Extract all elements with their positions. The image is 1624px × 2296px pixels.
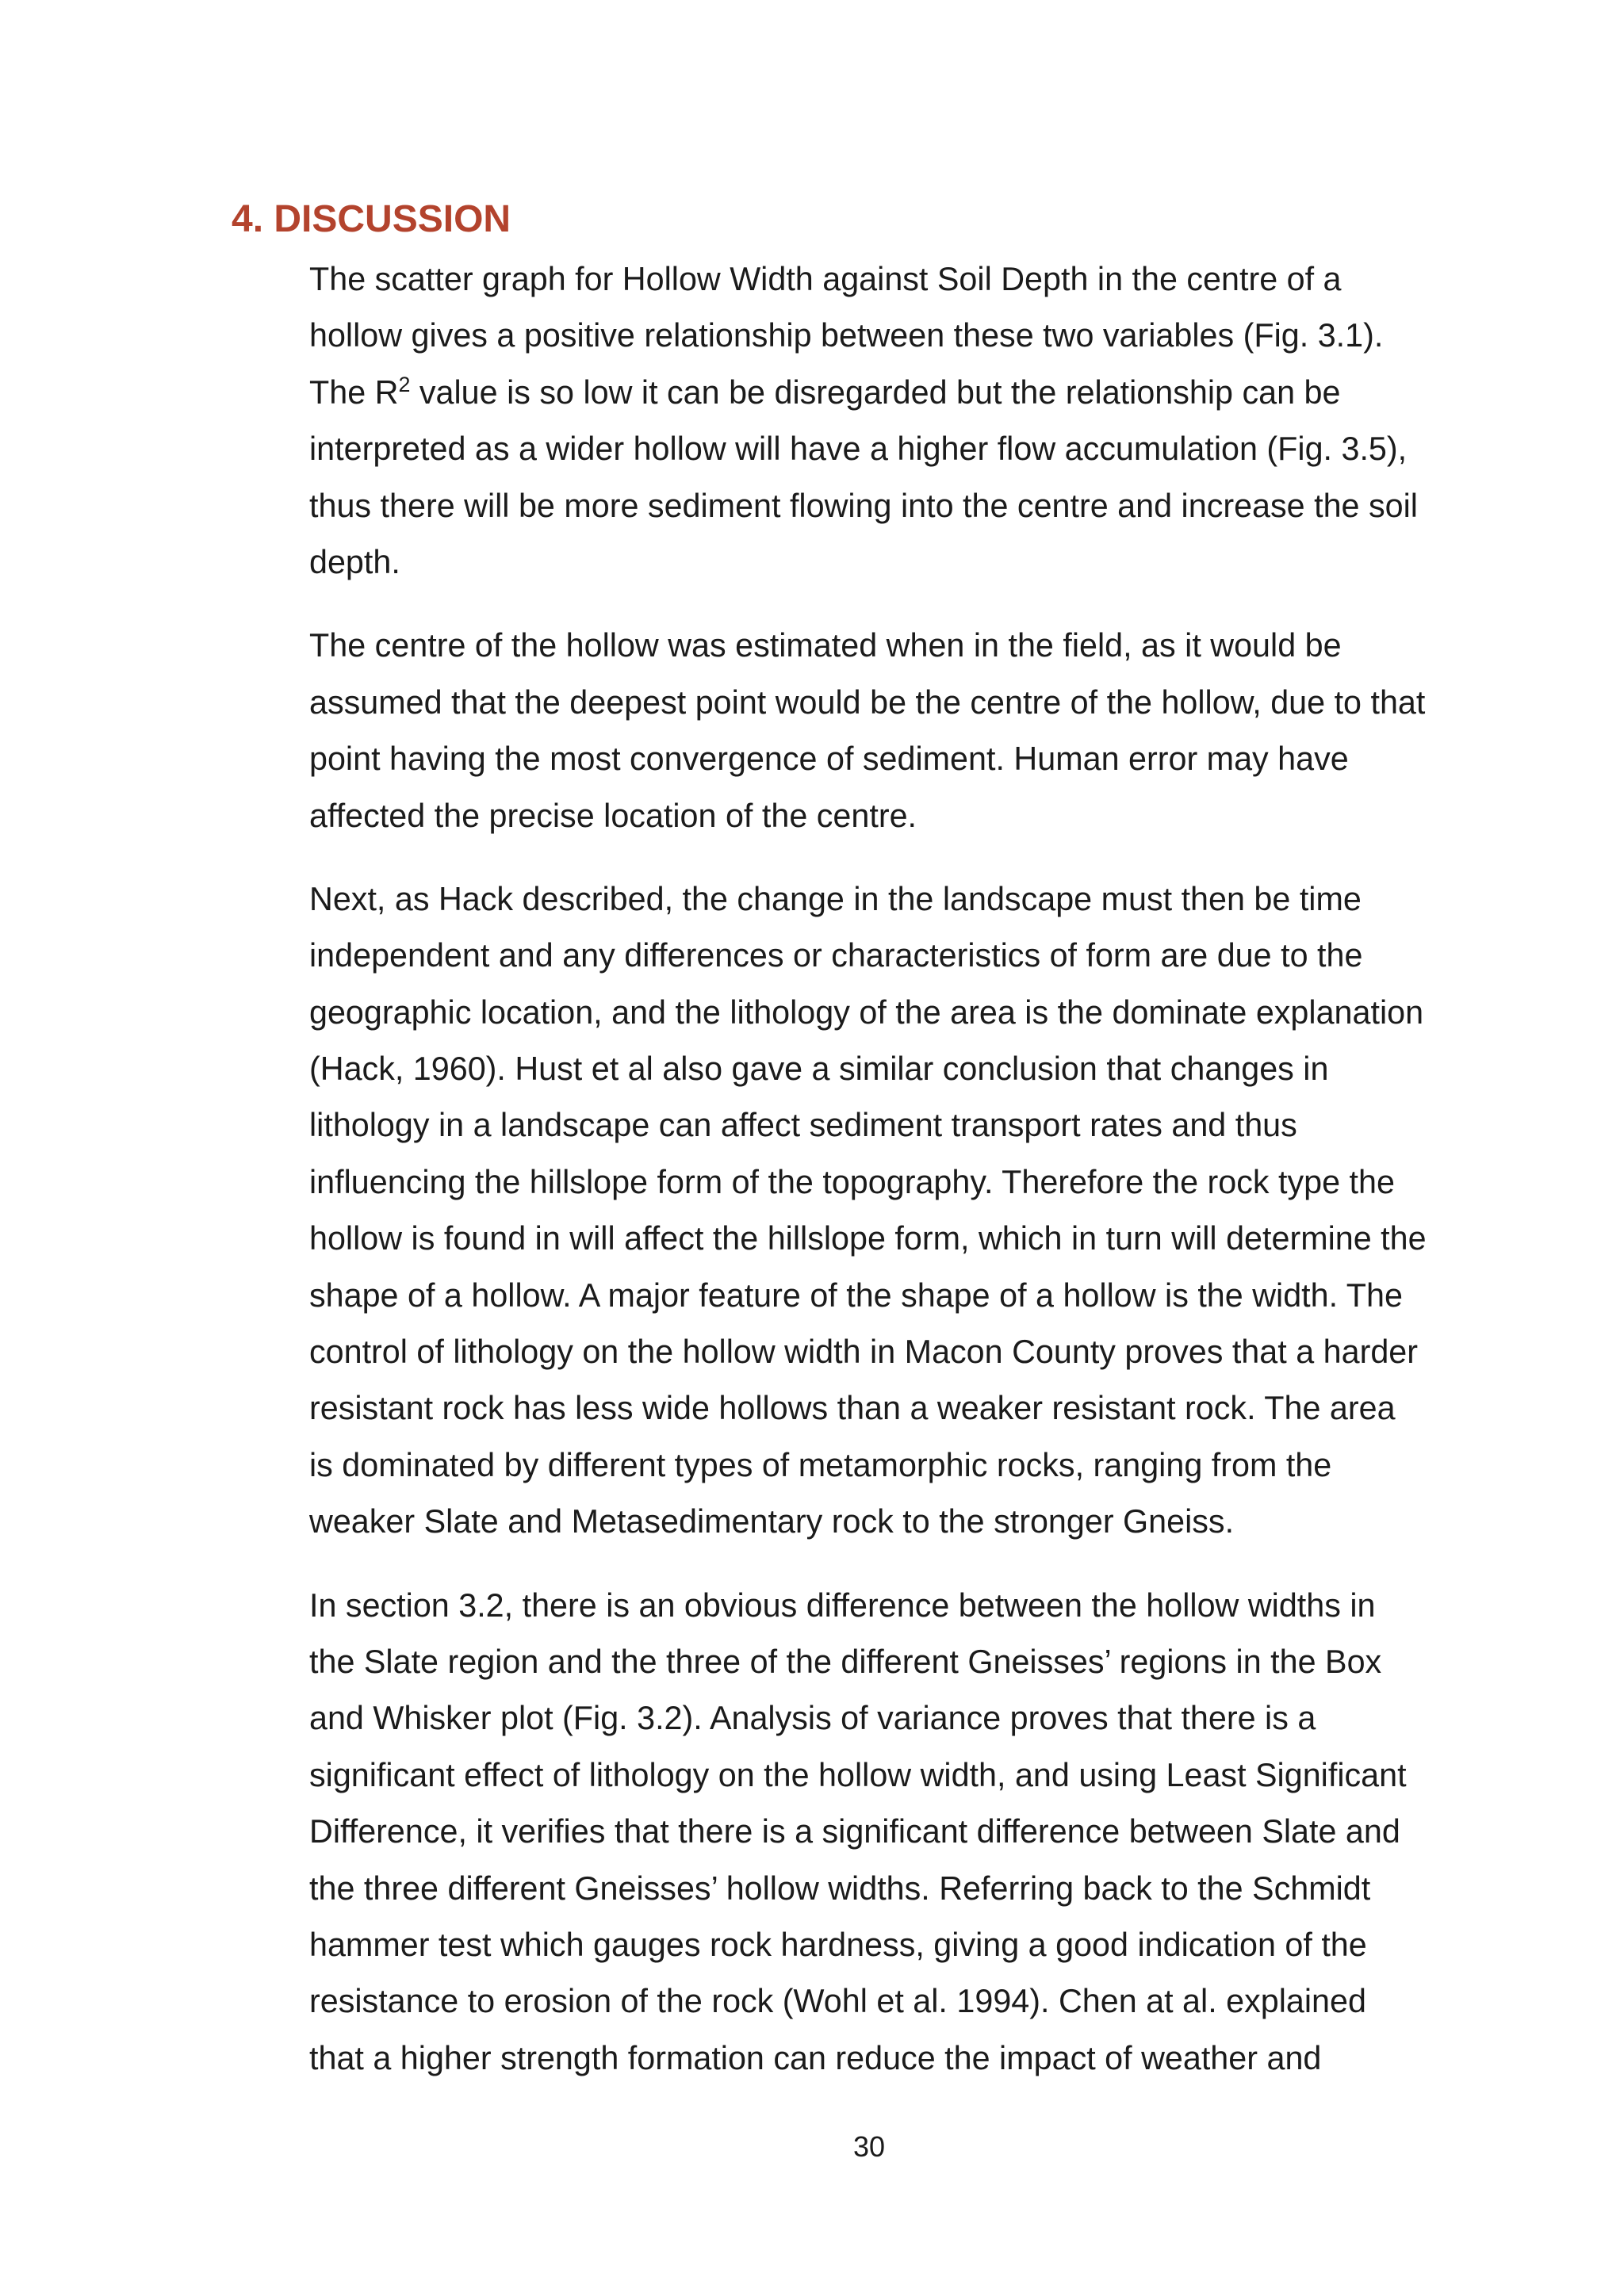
- text-line: independent and any differences or characteristics of form are due to the: [309, 937, 1363, 974]
- text-line: weaker Slate and Metasedimentary rock to the stronger Gneiss.: [309, 1503, 1235, 1540]
- paragraph: [309, 871, 1546, 1551]
- text-line: (Hack, 1960). Hust et al also gave a similar conclusion that changes in: [309, 1050, 1329, 1088]
- text-line: Next, as Hack described, the change in the landscape must then be time: [309, 880, 1362, 917]
- page-number: 30: [852, 2130, 886, 2163]
- text-line: hollow gives a positive relationship between these two variables (Fig. 3.1).: [309, 317, 1384, 354]
- text-line: point having the most convergence of sediment. Human error may have: [309, 740, 1349, 778]
- text-line: The centre of the hollow was estimated when in the field, as it would be: [309, 627, 1342, 664]
- text-line: hollow is found in will affect the hillslope form, which in turn will determine the: [309, 1220, 1427, 1257]
- paragraph: [309, 1578, 1546, 2087]
- text-line: hammer test which gauges rock hardness, giving a good indication of the: [309, 1926, 1367, 1963]
- text-line: and Whisker plot (Fig. 3.2). Analysis of variance proves that there is a: [309, 1700, 1316, 1737]
- superscript: 2: [398, 373, 411, 397]
- text-segment: The R: [309, 373, 399, 411]
- text-line: The scatter graph for Hollow Width against Soil Depth in the centre of a: [309, 261, 1342, 297]
- text-line: [309, 365, 1546, 421]
- text-line: depth.: [309, 543, 400, 580]
- text-line: geographic location, and the lithology of the area is the dominate explanation: [309, 993, 1424, 1031]
- text-line: that a higher strength formation can reduce the impact of weather and: [309, 2039, 1322, 2076]
- text-line: thus there will be more sediment flowing into the centre and increase the soil: [309, 487, 1418, 524]
- text-line: significant effect of lithology on the hollow width, and using Least Significant: [309, 1756, 1407, 1793]
- text-line: interpreted as a wider hollow will have a higher flow accumulation (Fig. 3.5),: [309, 430, 1408, 468]
- paragraph: [309, 251, 1546, 591]
- text-line: affected the precise location of the centre.: [309, 797, 917, 834]
- text-line: Difference, it verifies that there is a significant difference between Slate and: [309, 1813, 1400, 1850]
- section-heading: 4. DISCUSSION: [232, 198, 511, 240]
- text-line: resistant rock has less wide hollows than a weaker resistant rock. The area: [309, 1390, 1396, 1427]
- text-line: assumed that the deepest point would be the centre of the hollow, due to that: [309, 683, 1426, 721]
- text-line: is dominated by different types of metamorphic rocks, ranging from the: [309, 1446, 1332, 1483]
- text-line: resistance to erosion of the rock (Wohl et al. 1994). Chen at al. explained: [309, 1983, 1366, 2020]
- text-line: control of lithology on the hollow width in Macon County proves that a harder: [309, 1334, 1419, 1371]
- body-text: [309, 251, 1546, 2114]
- text-line: In section 3.2, there is an obvious difference between the hollow widths in: [309, 1586, 1376, 1624]
- text-line: influencing the hillslope form of the topography. Therefore the rock type the: [309, 1163, 1395, 1200]
- text-line: the three different Gneisses’ hollow widths. Referring back to the Schmidt: [309, 1869, 1371, 1907]
- text-segment: value is so low it can be disregarded but the relationship can be: [410, 373, 1341, 411]
- text-line: lithology in a landscape can affect sediment transport rates and thus: [309, 1107, 1297, 1144]
- text-line: the Slate region and the three of the different Gneisses’ regions in the Box: [309, 1643, 1382, 1680]
- paragraph: [309, 618, 1546, 844]
- text-line: shape of a hollow. A major feature of the shape of a hollow is the width. The: [309, 1276, 1403, 1314]
